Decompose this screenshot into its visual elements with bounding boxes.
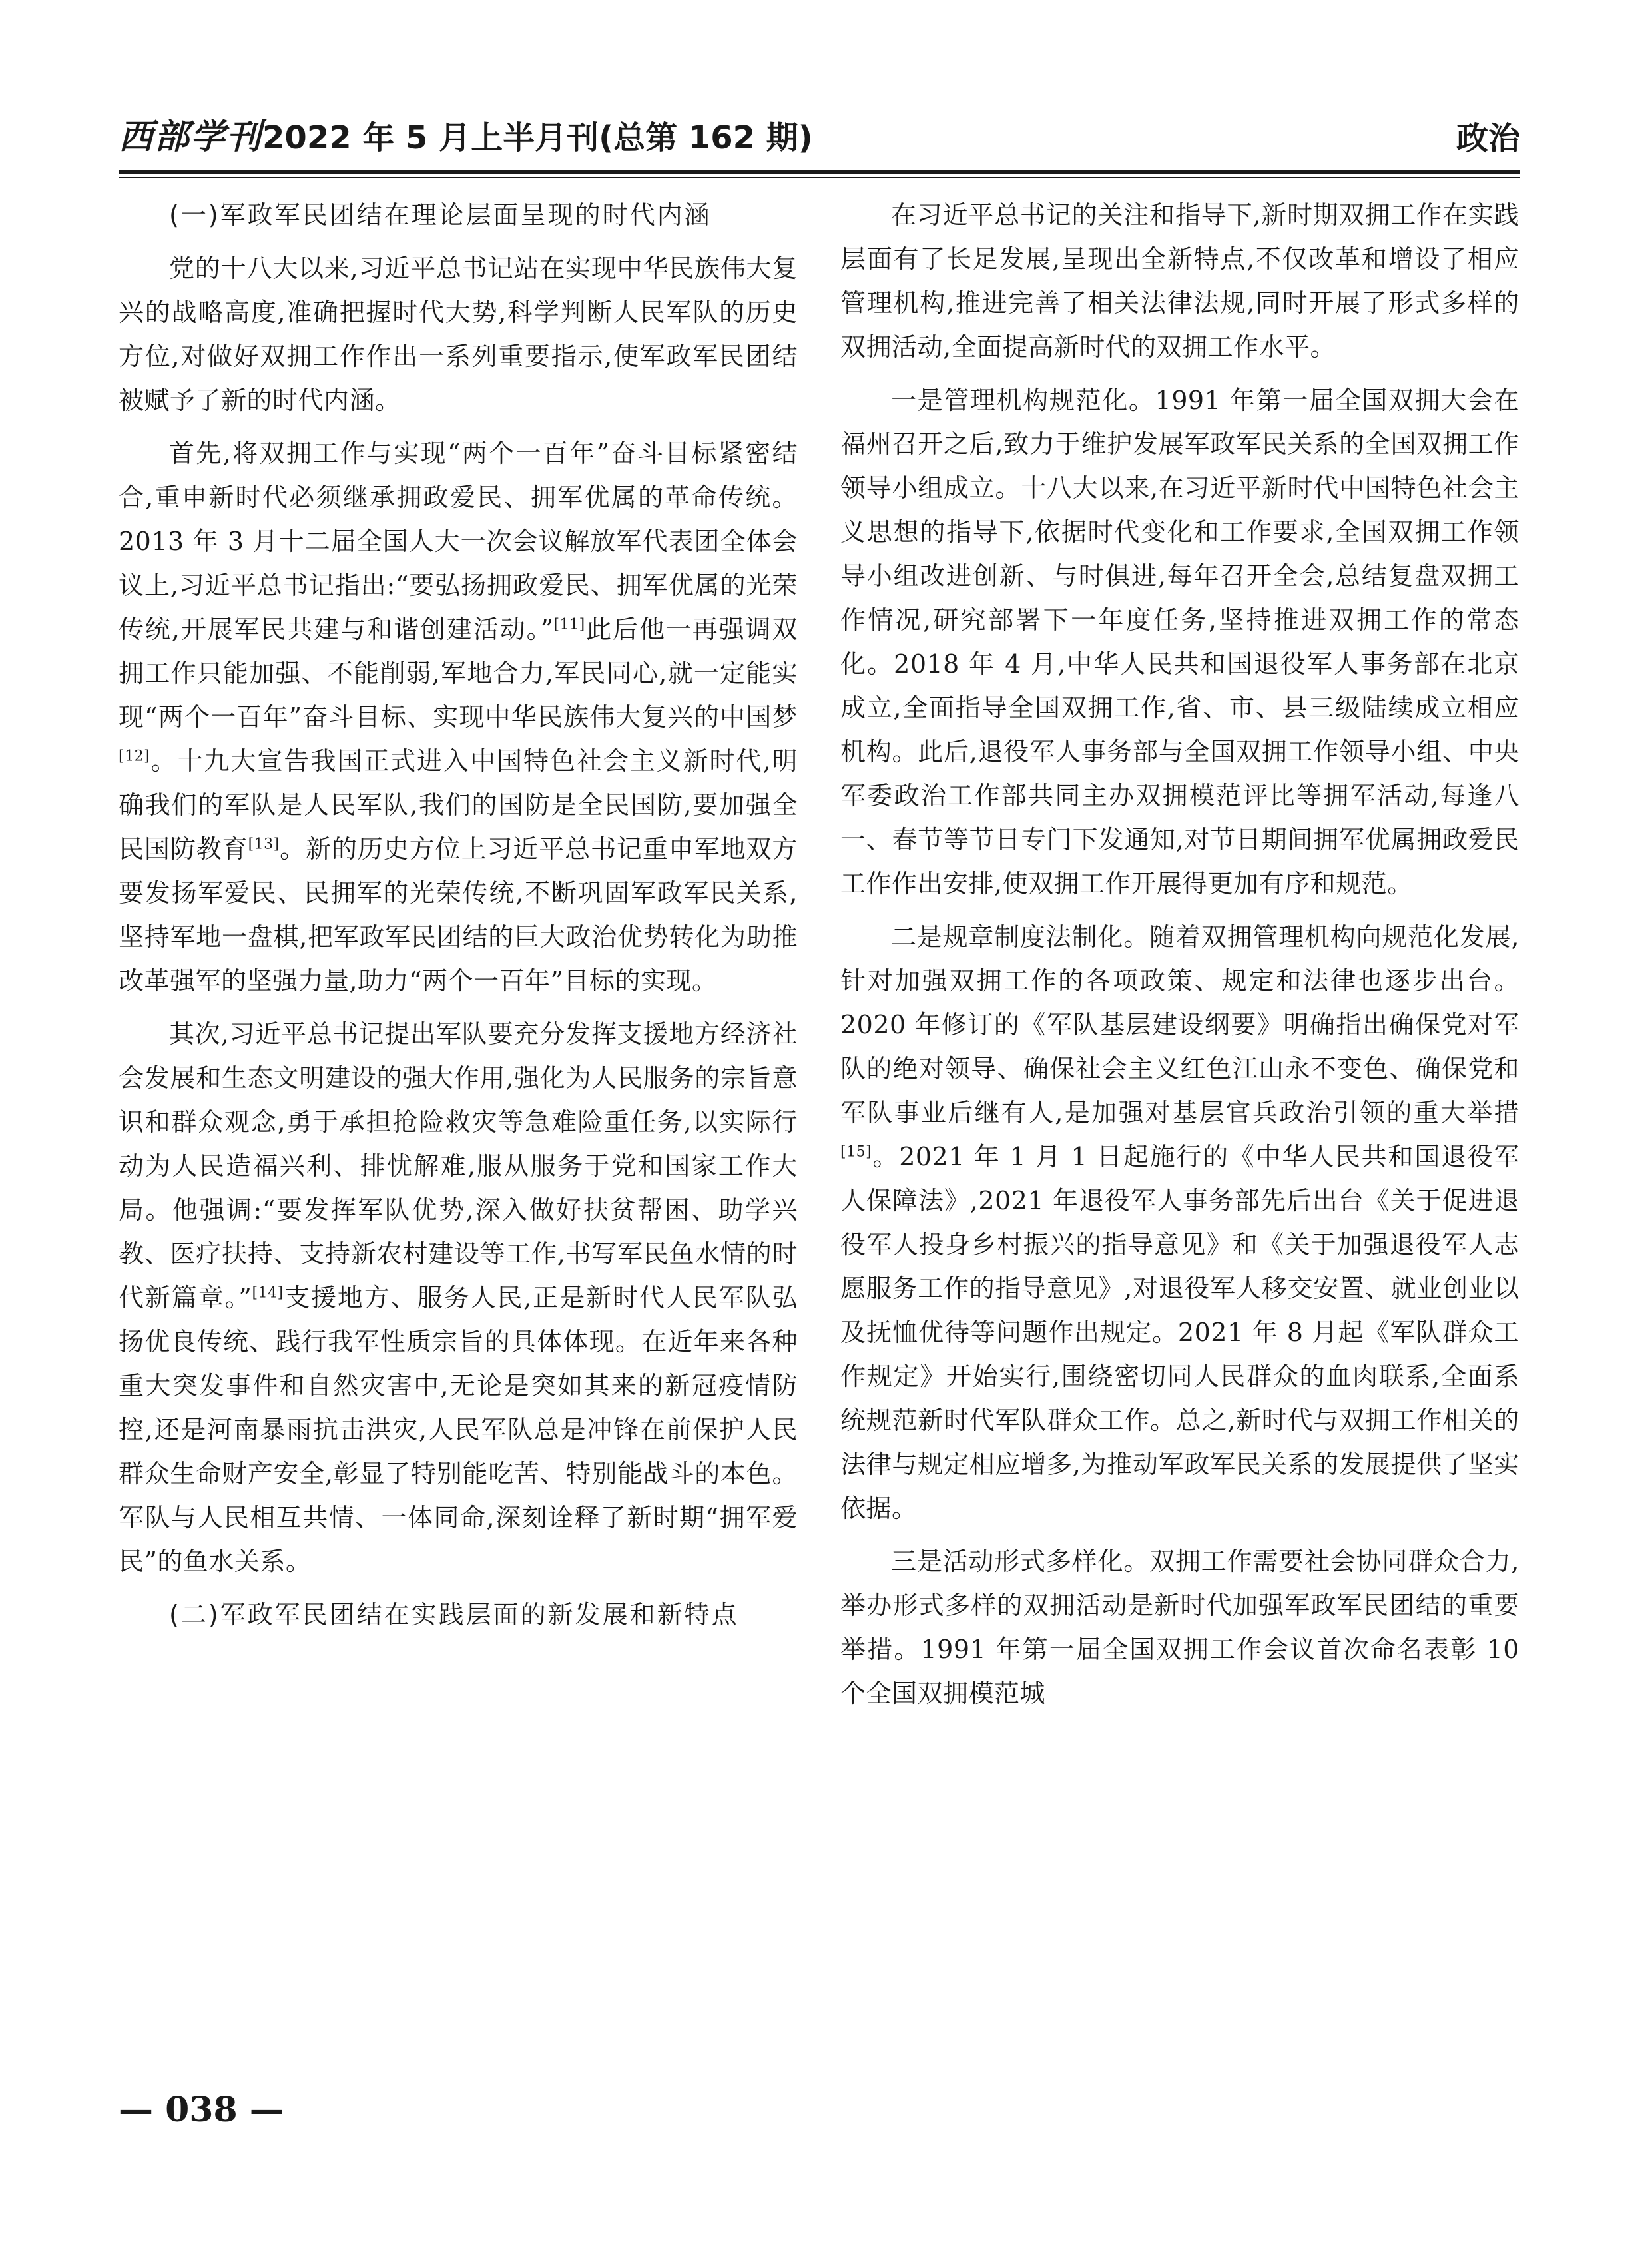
right-column [840,193,1519,2051]
citation-ref: [15] [840,1143,872,1161]
header-rule-thick [119,170,1520,174]
header-rule-thin [119,177,1520,178]
citation-ref: [12] [119,748,150,765]
paragraph-text: (一)军政军民团结在理论层面呈现的时代内涵 [169,200,712,230]
paragraph-text: (二)军政军民团结在实践层面的新发展和新特点 [169,1600,739,1629]
paragraph-text: 党的十八大以来,习近平总书记站在实现中华民族伟大复兴的战略高度,准确把握时代大势,科学判断人民军队的历史方位,对做好双拥工作作出一系列重要指示,使军政军民团结被赋予了新的时代内涵。 [119,254,798,415]
paragraph-text: 一是管理机构规范化。1991 年第一届全国双拥大会在福州召开之后,致力于维护发展军政军民关系的全国双拥工作领导小组成立。十八大以来,在习近平新时代中国特色社会主义思想的指导下,依据时代变化和工作要求,全国双拥工作领导小组改进创新、与时俱进,每年召开全会,总结复盘双拥工作情况,研究部署下一年度任务,坚持推进双拥工作的常态化。2018 年 4 月,中华人民共和国退役军人事务部在北京成立,全面指导全国双拥工作,省、市、县三级陆续成立相应机构。此后,退役军人事务部与全国双拥工作领导小组、中央军委政治工作部共同主办双拥模范评比等拥军活动,每逢八一、春节等节日专门下发通知,对节日期间拥军优属拥政爱民工作作出安排,使双拥工作开展得更加有序和规范。 [840,386,1519,898]
body-paragraph [119,246,798,422]
paragraph-text: 二是规章制度法制化。随着双拥管理机构向规范化发展,针对加强双拥工作的各项政策、规定和法律也逐步出台。2020 年修订的《军队基层建设纲要》明确指出确保党对军队的绝对领导、确保社会主义红色江山永不变色、确保党和军队事业后继有人,是加强对基层官兵政治引领的重大举措 [840,922,1519,1127]
paragraph-text: 首先,将双拥工作与实现“两个一百年”奋斗目标紧密结合,重申新时代必须继承拥政爱民、拥军优属的革命传统。2013 年 3 月十二届全国人大一次会议解放军代表团全体会议上,习近平总书记指出:“要弘扬拥政爱民、拥军优属的光荣传统,开展军民共建与和谐创建活动。” [119,439,798,644]
citation-ref: [13] [248,836,280,853]
journal-logo: 西部学刊 [119,117,263,157]
citation-ref: [11] [553,616,585,633]
running-header [119,113,1520,165]
body-paragraph [119,1012,798,1583]
paragraph-text: 。新的历史方位上习近平总书记重申军地双方要发扬军爱民、民拥军的光荣传统,不断巩固军政军民关系,坚持军地一盘棋,把军政军民团结的巨大政治优势转化为助推改革强军的坚强力量,助力“两个一百年”目标的实现。 [119,834,798,995]
paragraph-text: 在习近平总书记的关注和指导下,新时期双拥工作在实践层面有了长足发展,呈现出全新特点,不仅改革和增设了相应管理机构,推进完善了相关法律法规,同时开展了形式多样的双拥活动,全面提高新时代的双拥工作水平。 [840,200,1519,362]
body-paragraph [840,378,1519,906]
body-paragraph [840,915,1519,1530]
paragraph-text: 三是活动形式多样化。双拥工作需要社会协同群众合力,举办形式多样的双拥活动是新时代加强军政军民团结的重要举措。1991 年第一届全国双拥工作会议首次命名表彰 10 个全国双拥模范城 [840,1547,1519,1708]
page-number: — 038 — [119,2090,284,2130]
body-paragraph [840,1540,1519,1715]
citation-ref: [14] [252,1284,284,1302]
issue-info: 2022 年 5 月上半月刊(总第 162 期) [262,119,813,156]
paragraph-text: 此后他一再强调双拥工作只能加强、不能削弱,军地合力,军民同心,就一定能实现“两个一百年”奋斗目标、实现中华民族伟大复兴的中国梦 [119,615,798,732]
body-paragraph [119,431,798,1003]
section-label: 政治 [1456,120,1520,157]
left-column [119,193,798,2051]
paragraph-text: 其次,习近平总书记提出军队要充分发挥支援地方经济社会发展和生态文明建设的强大作用,强化为人民服务的宗旨意识和群众观念,勇于承担抢险救灾等急难险重任务,以实际行动为人民造福兴利、排忧解难,服从服务于党和国家工作大局。他强调:“要发挥军队优势,深入做好扶贫帮困、助学兴教、医疗扶持、支持新农村建设等工作,书写军民鱼水情的时代新篇章。” [119,1019,798,1312]
paragraph-text: 。十九大宣告我国正式进入中国特色社会主义新时代,明确我们的军队是人民军队,我们的国防是全民国防,要加强全民国防教育 [119,746,798,864]
journal-masthead [119,109,813,158]
subsection-heading [119,1593,798,1637]
subsection-heading [119,193,798,237]
paragraph-text: 支援地方、服务人民,正是新时代人民军队弘扬优良传统、践行我军性质宗旨的具体体现。在近年来各种重大突发事件和自然灾害中,无论是突如其来的新冠疫情防控,还是河南暴雨抗击洪灾,人民军队总是冲锋在前保护人民群众生命财产安全,彰显了特别能吃苦、特别能战斗的本色。军队与人民相互共情、一体同命,深刻诠释了新时期“拥军爱民”的鱼水关系。 [119,1283,798,1576]
paragraph-text: 。2021 年 1 月 1 日起施行的《中华人民共和国退役军人保障法》,2021 年退役军人事务部先后出台《关于促进退役军人投身乡村振兴的指导意见》和《关于加强退役军人志愿服务工作的指导意见》,对退役军人移交安置、就业创业以及抚恤优待等问题作出规定。2021 年 8 月起《军队群众工作规定》开始实行,围绕密切同人民群众的血肉联系,全面系统规范新时代军队群众工作。总之,新时代与双拥工作相关的法律与规定相应增多,为推动军政军民关系的发展提供了坚实依据。 [840,1142,1519,1523]
body-paragraph [840,193,1519,369]
